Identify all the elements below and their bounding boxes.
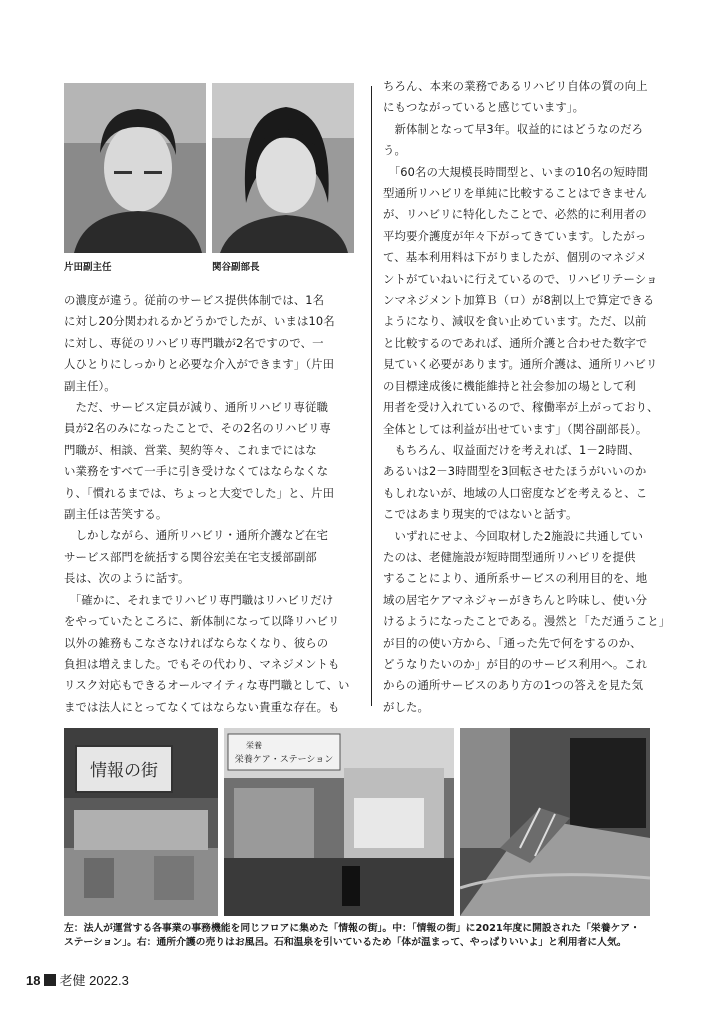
text-line: 新体制となって早3年。収益的にはどうなのだろ [383, 121, 644, 136]
text-line: することにより、通所系サービスの利用目的を、地 [383, 571, 648, 586]
text-line: 員が2名のみになったことで、その2名のリハビリ専 [64, 421, 331, 436]
text-line: からの通所サービスのあり方の1つの答えを見た気 [383, 678, 644, 693]
text-line: もちろん、収益面だけを考えれば、1－2時間、 [383, 442, 640, 457]
text-line: 平均要介護度が年々下がってきています。したがっ [383, 228, 647, 243]
caption-sekiya: 関谷副部長 [212, 262, 260, 273]
text-line: しかしながら、通所リハビリ・通所介護など在宅 [64, 528, 328, 543]
text-line: の目標達成後に機能維持と社会参加の場として利 [383, 378, 636, 393]
photo-bath [460, 728, 650, 916]
caption-line: ステーション」。右：通所介護の売りはお風呂。石和温泉を引いているため「体が温まって、やっぱりいいよ」と利用者に人気。 [64, 937, 627, 948]
text-line: 副主任）。 [64, 378, 116, 393]
text-line: がした。 [383, 699, 429, 714]
text-line: どうなりたいのか」が目的のサービス利用へ。これ [383, 656, 648, 671]
text-line: 副主任は苦笑する。 [64, 507, 168, 522]
text-line: 見ていく必要があります。通所介護は、通所リハビリ [383, 357, 658, 372]
magazine-name: 老健 [59, 973, 86, 988]
text-line: い業務をすべて一手に引き受けなくてはならなくな [64, 464, 329, 479]
text-line: リスク対応もできるオールマイティな専門職として、い [64, 678, 350, 693]
text-line: こではあまり現実的ではないと話す。 [383, 507, 578, 522]
text-line: う。 [383, 143, 406, 158]
text-line: と比較するのであれば、通所介護と合わせた数字で [383, 335, 648, 350]
text-line: 以外の雑務もこなさなければならなくなり、彼らの [64, 635, 329, 650]
column-divider [371, 86, 372, 706]
text-line: までは法人にとってなくてはならない貴重な存在。も [64, 699, 340, 714]
portrait-photo-sekiya [212, 83, 354, 253]
page-footer [26, 970, 129, 989]
text-line: に対し20分関われるかどうかでしたが、いまは10名 [64, 314, 335, 329]
text-line: ようになり、減収を食い止めています。ただ、以前 [383, 314, 647, 329]
text-line: ンマネジメント加算Ｂ（ロ）が8割以上で算定できる [383, 293, 655, 308]
text-line: り、「慣れるまでは、ちょっと大変でした」と、片田 [64, 485, 335, 500]
text-line: 人ひとりにしっかりと必要な介入ができます」（片田 [64, 357, 335, 372]
caption-katada: 片田副主任 [64, 262, 112, 273]
text-line: の濃度が違う。従前のサービス提供体制では、1名 [64, 293, 325, 307]
text-line: 用者を受け入れているので、稼働率が上がっており、 [383, 400, 659, 415]
text-line: いずれにせよ、今回取材した2施設に共通してい [383, 528, 644, 543]
text-line: ントがていねいに行えているので、リハビリテーショ [383, 271, 658, 286]
magazine-logo-icon [44, 974, 56, 986]
text-line: 「確かに、それまでリハビリ専門職はリハビリだけ [64, 592, 334, 607]
text-line: 長は、次のように話す。 [64, 571, 190, 586]
text-line: に対し、専従のリハビリ専門職が2名ですので、一 [64, 335, 324, 350]
text-line: が目的の使い方から、「通った先で何をするのか、 [383, 635, 642, 650]
text-line: 「60名の大規模長時間型と、いまの10名の短時間 [383, 164, 648, 179]
bottom-photo-caption [64, 922, 664, 950]
article-right-column [383, 76, 679, 718]
text-line: 域の居宅ケアマネジャーがきちんと吟味し、使い分 [383, 592, 648, 607]
issue-date: 2022.3 [89, 973, 129, 988]
text-line: ちろん、本来の業務であるリハビリ自体の質の向上 [383, 79, 648, 93]
text-line: 型通所リハビリを単純に比較することはできません [383, 186, 647, 201]
sign-nutrition-line1: 栄養 [246, 741, 262, 750]
text-line: サービス部門を統括する関谷宏美在宅支援部副部 [64, 549, 317, 564]
photo-nutrition-care-station [224, 728, 454, 916]
text-line: たのは、老健施設が短時間型通所リハビリを提供 [383, 549, 636, 564]
text-line: 負担は増えました。でもその代わり、マネジメントも [64, 656, 340, 671]
text-line: もしれないが、地域の人口密度などを考えると、こ [383, 485, 648, 500]
article-left-column [64, 290, 360, 718]
portrait-photo-katada [64, 83, 206, 253]
text-line: あるいは2－3時間型を3回転させたほうがいいのか [383, 464, 647, 479]
caption-line: 左：法人が運営する各事業の事務機能を同じフロアに集めた「情報の街」。中：「情報の街」に2021年度に開設された「栄養ケア・ [64, 923, 640, 934]
text-line: 全体としては利益が出せています」（関谷副部長）。 [383, 421, 648, 436]
text-line: けるようになったことである。漫然と「ただ通うこと」 [383, 614, 671, 629]
page-number: 18 [26, 973, 41, 988]
photo-information-street [64, 728, 218, 916]
text-line: ただ、サービス定員が減り、通所リハビリ専従職 [64, 400, 328, 415]
sign-information-street: 情報の街 [90, 761, 158, 781]
text-line: にもつながっていると感じています」。 [383, 100, 585, 115]
text-line: 門職が、相談、営業、契約等々、これまでにはな [64, 442, 317, 457]
text-line: て、基本利用料は下がりましたが、個別のマネジメ [383, 250, 647, 265]
sign-nutrition-line2: 栄養ケア・ステーション [234, 755, 334, 765]
text-line: をやっていたところに、新体制になって以降リハビリ [64, 614, 340, 629]
text-line: が、リハビリに特化したことで、必然的に利用者の [383, 207, 647, 222]
